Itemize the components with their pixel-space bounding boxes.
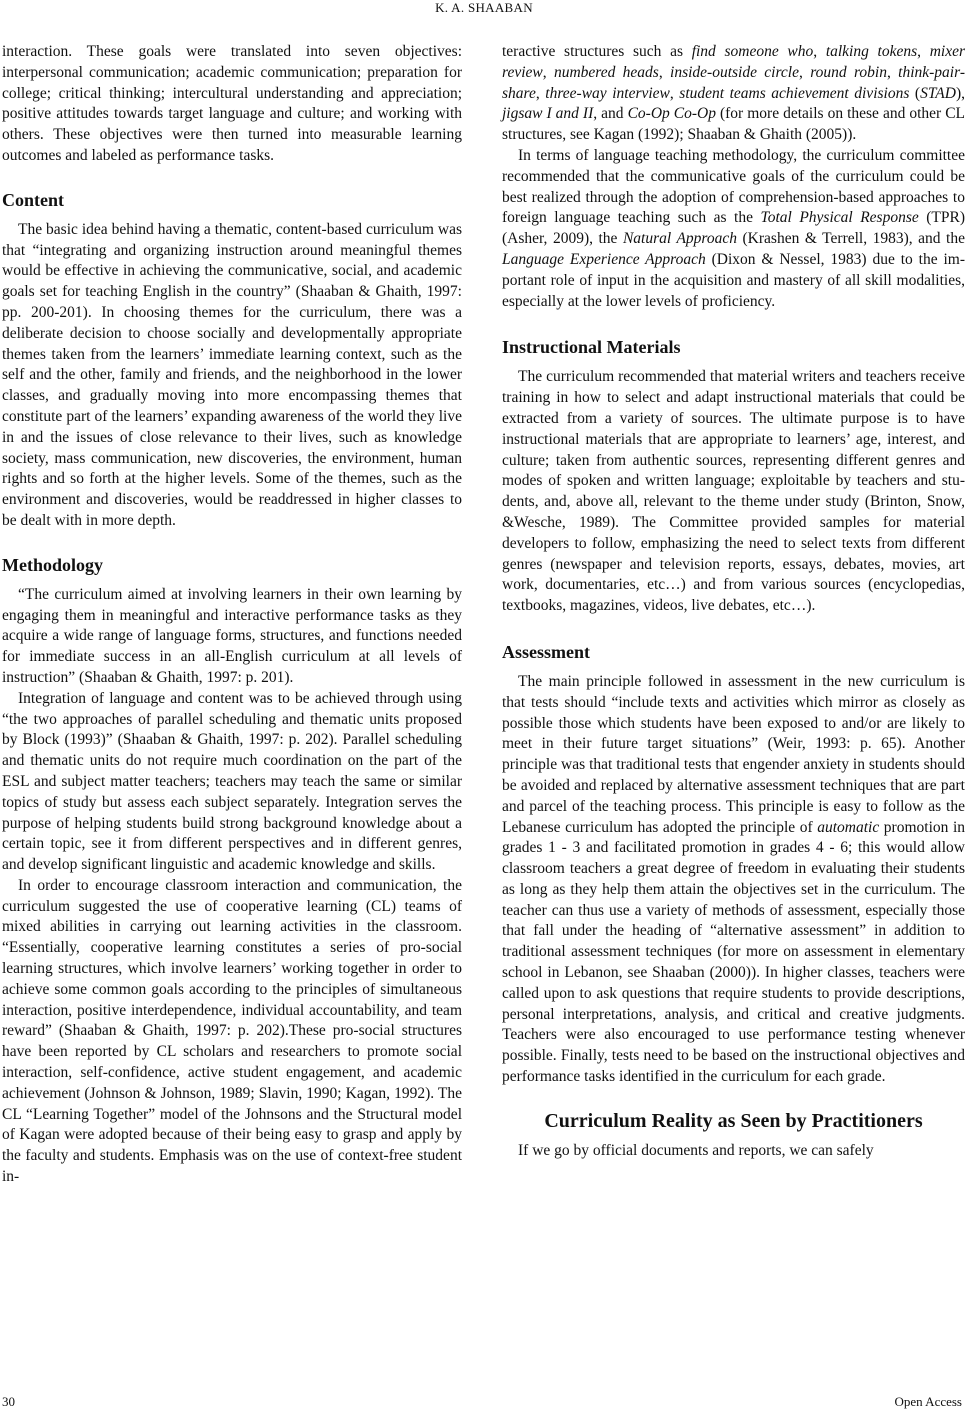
instructional-materials-paragraph: The curriculum recommended that material writers and teachers receive training in how to select and adapt instructional materials that could be extracted from a variety of sources. The ultimate purpose is to have instructional materials that are appropriate to learners’ age, interest, and culture; taken from authentic sources, representing different genres and modes of spoken and written language; exploitable by teachers and students, and, above all, relevant to the theme under study (Brinton, Snow, &Wesche, 1989). The Committee provided samples for material developers to follow, emphasizing the need to select texts from different genres (newspaper and television reports, essays, debates, movies, art work, documentaries, etc…) and from various sources (encyclopedias, textbooks, magazines, videos, live debates, etc…). — [502, 368, 965, 615]
right-column — [502, 42, 965, 1162]
structure-term: talking tokens — [825, 43, 918, 60]
content-heading: Content — [2, 189, 64, 210]
methodology-paragraph-1: “The curriculum aimed at involving learners in their own learning by engaging them in meaningful and interactive performance tasks as they acquire a wide range of language forms, structures, and functions needed for immediate success in an all-English curriculum at all levels of instruction” (Shaaban & Ghaith, 1997: p. 201). — [2, 585, 462, 686]
structure-term: student teams achievement divisions — [679, 84, 910, 102]
structure-term: mixer review — [502, 43, 966, 81]
structure-term: jigsaw I and II — [502, 105, 594, 123]
emphasis-term: automatic — [817, 818, 880, 836]
assessment-heading: Assessment — [502, 641, 590, 662]
structure-term: find someone who — [691, 43, 814, 60]
cl-structures-text-end: (for more details on these and other CL structures, see Kagan (1992); Shaaban & Ghaith (2005)). — [502, 105, 966, 144]
approach-term: Total Physical Response — [760, 209, 919, 227]
structure-term: inside-outside circle — [670, 63, 799, 81]
curriculum-reality-paragraph: If we go by official documents and reports, we can safely — [518, 1141, 874, 1159]
structure-term: numbered heads — [553, 63, 659, 81]
curriculum-reality-heading: Curriculum Reality as Seen by Practitioners — [544, 1109, 923, 1132]
text-run: (Krashen & Terrell, 1983), and the — [737, 230, 965, 248]
teaching-methodology-paragraph — [502, 146, 965, 312]
text-run: The main principle followed in assessment in the new curriculum is that tests should “include texts and activities which mirror as closely as possible those which students have been exposed to and/or are likely to meet in their future target situations” (Weir, 1993: p. 65). Another principle was that traditional tests that engender anxiety in students should be avoided and replaced by alternative assessment techniques that are part and parcel of the teaching process. This principle is easy to follow as the Lebanese curriculum has adopted the principle of — [502, 672, 965, 836]
intro-paragraph: interaction. These goals were translated into seven objectives: interpersonal communication; academic communication; preparation for college; critical thinking; intercultural understanding and appreciation; positive attitudes towards target language and culture; and working with others. These objectives were then turned into measurable learning outcomes and labeled as performance tasks. — [2, 43, 462, 164]
content-paragraph: The basic idea behind having a thematic, content-based curriculum was that “integrating and organizing instruction around meaningful themes would be effective in achieving the communicative, social, and academic goals set for teaching English in the country” (Shaaban & Ghaith, 1997: pp. 200-201). In choosing themes for the curriculum, there was a deliberate decision to choose socially and developmentally appropriate themes taken from the learners’ immediate learning context, such as the self and the other, family and friends, and the neighborhood in the lower classes, and gradually moving into more encompassing themes that constitute part of the learners’ expanding awareness of the world they live in and the issues of close relevance to their lives, such as knowledge society, mass communication, new discoveries, the environment, human rights and so forth at the higher levels. Some of the themes, such as the environment and discoveries, would be readdressed in higher classes to be dealt with in more depth. — [2, 220, 462, 529]
cl-structures-paragraph: teractive structures such as find someone who, talking tokens, mixer review, numbered heads, inside-outside circle, round robin, think-pair-share, three-way interview, student teams achievement divisions (STAD), jigsaw I and II, and Co-Op Co-Op (for more details on these and other CL structures, see Kagan (1992); Shaaban & Ghaith (2005)). — [502, 43, 966, 144]
text-run: (TPR) (Asher, 2009), the — [502, 209, 965, 248]
structure-term: Co-Op Co-Op — [627, 105, 716, 123]
methodology-paragraph-2: Integration of language and content was to be achieved through using “the two approaches of parallel scheduling and thematic units proposed by Block (1993)” (Shaaban & Ghaith, 1997: p. 202). Parallel scheduling and thematic units do not require much coordination on the part of the ESL and subject matter teachers; teachers may teach the same or similar topics of study but assess each subject separately. Integration serves the purpose of helping students build strong background knowledge about a certain topic, see it from different perspectives and in different genres, and develop significant linguistic and academic knowledge and skills. — [2, 689, 462, 874]
assessment-paragraph — [502, 672, 965, 1088]
running-head: K. A. SHAABAN — [435, 0, 533, 15]
structure-term: STAD — [920, 84, 956, 102]
text-run: promotion in grades 1 - 3 and facilitated promotion in grades 4 - 6; this would allow classroom teachers a great degree of freedom in evaluating their students as long as they help them attain the objectives set in the curriculum. The teacher can thus use a variety of methods of assessment, especially those that fall under the heading of “alternative assessment” in addition to traditional assessment techniques (for more on assessment in elementary school in Lebanon, see Shaaban (2000)). In higher classes, teachers were called upon to ask questions that require students to provide descriptions, personal interpretations, analysis, and critical and creative judgments. Teachers were also encouraged to use performance testing whenever possible. Finally, tests need to be based on the instructional objectives and performance tasks identified in the curriculum for each grade. — [502, 818, 966, 1086]
methodology-heading: Methodology — [2, 554, 103, 575]
structure-term: think-pair-share — [502, 63, 965, 102]
page-number: 30 — [2, 1394, 15, 1409]
approach-term: Language Experience Approach — [502, 250, 706, 268]
text-run: In terms of language teaching methodology, the curriculum committee recommended that the communicative goals of the curriculum could be best realized through the adoption of comprehension-based approaches to foreign language teaching such as the — [502, 146, 965, 227]
structure-term: round robin — [810, 63, 887, 81]
instructional-materials-heading: Instructional Materials — [502, 337, 681, 358]
text-run: (Dixon & Nessel, 1983) due to the important role of input in the acquisition and mastery of all skill modalities, especially at the lower levels of proficiency. — [502, 250, 965, 310]
approach-term: Natural Approach — [622, 230, 737, 248]
publisher-label: Open Access — [894, 1394, 962, 1409]
cl-structures-text-start: teractive structures such as — [502, 43, 692, 60]
left-column — [2, 42, 462, 1188]
structure-term: three-way interview — [545, 84, 670, 102]
methodology-paragraph-3: In order to encourage classroom interaction and communication, the curriculum suggested the use of cooperative learning (CL) teams of mixed abilities in carrying out learning activities in the classroom. “Essentially, cooperative learning constitutes a series of pro-social learning structures, which involve learners’ working together in order to achieve some common goals according to the principles of simultaneous interaction, positive interdependence, individual accountability, and team reward” (Shaaban & Ghaith, 1997: p. 202).These pro-social structures have been reported by CL scholars and researchers to promote social interaction, self-confidence, active student engagement, and academic achievement (Johnson & Johnson, 1989; Slavin, 1990; Kagan, 1992). The CL “Learning Together” model of the Johnsons and the Structural model of Kagan were adopted because of their being easy to grasp and apply by the faculty and students. Emphasis was on the use of context-free student in- — [2, 876, 462, 1186]
